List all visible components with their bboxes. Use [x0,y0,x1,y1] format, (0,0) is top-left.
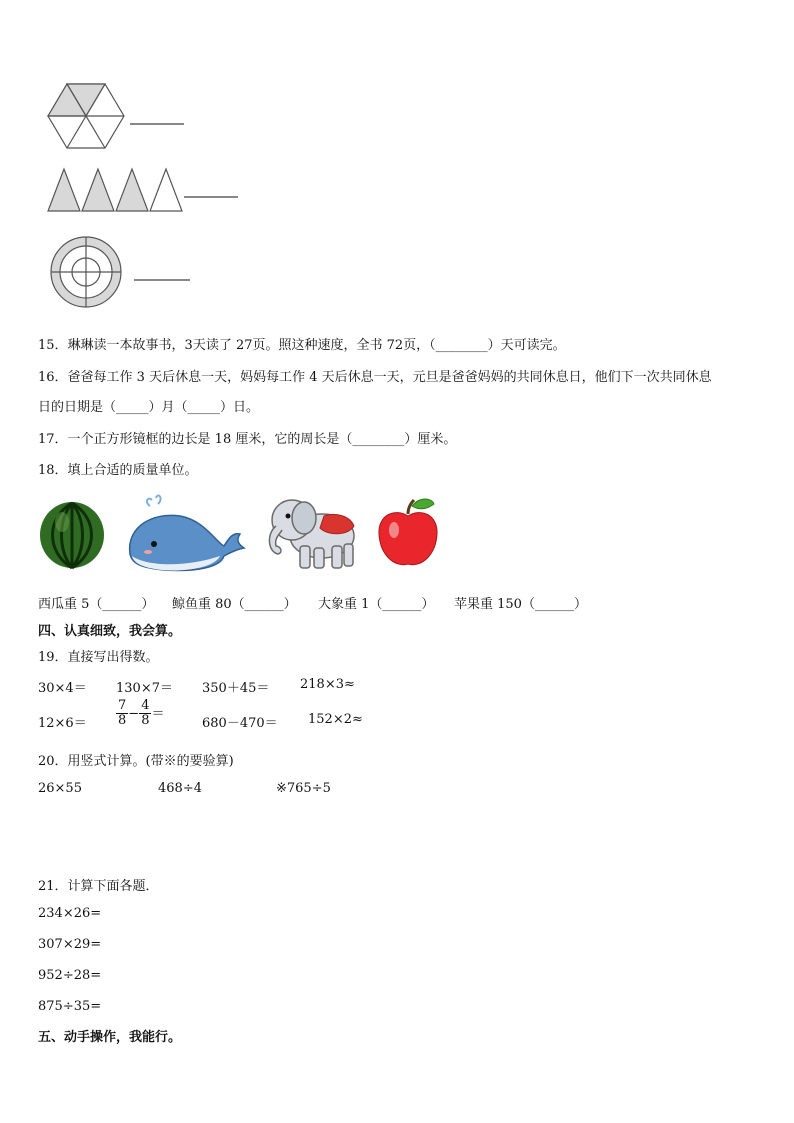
hexagon-figure [44,80,194,152]
circle-figure [48,234,198,310]
q19-item-7: 680－470＝ [202,716,278,731]
q21-item-3: 952÷28= [38,968,102,983]
triangles-figure [46,167,246,215]
question-20: 20．用竖式计算。(带※的要验算) [38,754,234,769]
q19-item-5: 12×6＝ [38,716,87,731]
apple-icon [376,494,440,570]
question-18: 18．填上合适的质量单位。 [38,463,198,478]
q18-apple-item: 苹果重 150（______） [454,597,587,612]
question-19: 19．直接写出得数。 [38,650,159,665]
q19-item-4: 218×3≈ [300,677,355,692]
whale-icon [124,494,249,576]
q19-item-6: $\frac{7}{8}$ − $\frac{4}{8}$ ＝ [118,698,165,729]
watermelon-icon [38,500,108,570]
q20-item-2: 468÷4 [158,781,202,796]
question-17: 17．一个正方形镜框的边长是 18 厘米，它的周长是（________）厘米。 [38,432,457,447]
q21-item-2: 307×29= [38,937,102,952]
question-16-line2: 日的日期是（_____）月（_____）日。 [38,400,260,415]
fraction-4-8: $\frac{4}{8}$ [141,698,150,729]
fraction-7-8: $\frac{7}{8}$ [118,698,127,729]
q18-elephant-item: 大象重 1（______） [318,597,435,612]
q19-item-1: 30×4＝ [38,681,87,696]
question-21: 21．计算下面各题． [38,879,159,894]
section-5-heading: 五、动手操作，我能行。 [38,1030,182,1045]
q20-item-3: ※765÷5 [276,781,331,796]
q21-item-4: 875÷35= [38,999,102,1014]
q21-item-1: 234×26= [38,906,102,921]
q19-item-3: 350＋45＝ [202,681,270,696]
q19-item-8: 152×2≈ [308,712,363,727]
q20-item-1: 26×55 [38,781,82,796]
section-4-heading: 四、认真细致，我会算。 [38,624,182,639]
elephant-icon [262,490,362,574]
q18-watermelon-item: 西瓜重 5（______） [38,597,155,612]
question-16-line1: 16．爸爸每工作 3 天后休息一天，妈妈每工作 4 天后休息一天，元旦是爸爸妈妈的共同休息日，他们下一次共同休息 [38,370,712,385]
question-15: 15．琳琳读一本故事书，3天读了 27页。照这种速度，全书 72页，（________）天可读完。 [38,338,566,353]
q19-item-2: 130×7＝ [116,681,173,696]
q18-whale-item: 鲸鱼重 80（______） [172,597,297,612]
